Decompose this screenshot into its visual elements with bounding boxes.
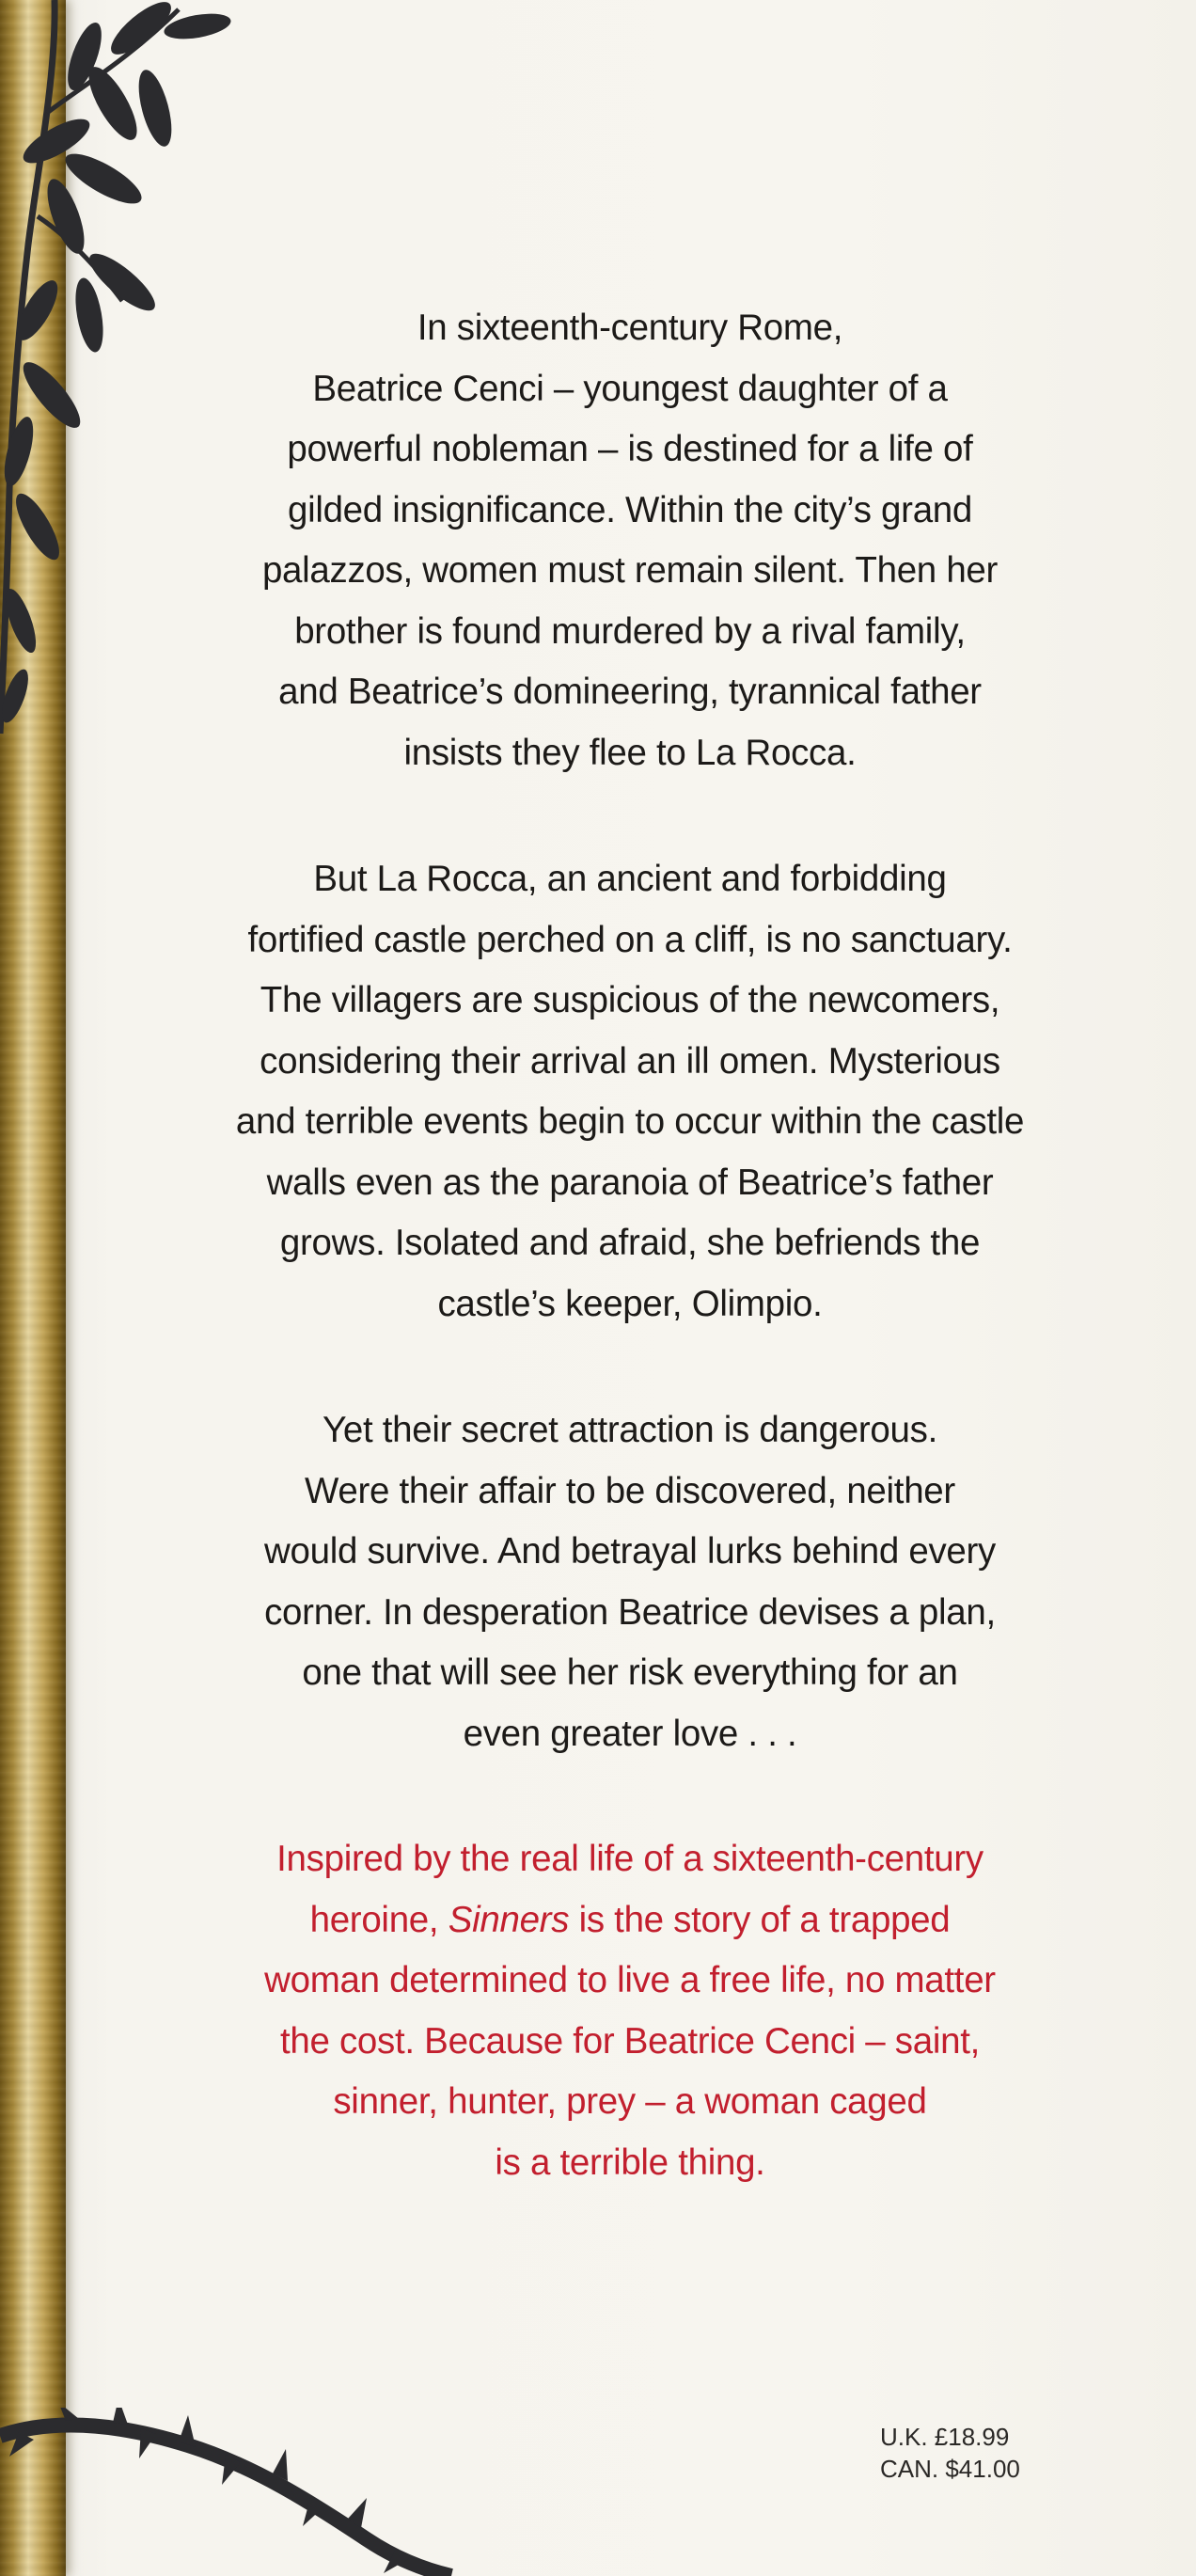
blurb-line: gilded insignificance. Within the city’s grand [287,489,973,530]
blurb-paragraph-1 [179,298,1081,783]
blurb-line: corner. In desperation Beatrice devises a plan, [264,1591,996,1633]
blurb-line: walls even as the paranoia of Beatrice’s father [266,1162,994,1203]
thorn-branch-icon [0,2408,489,2576]
book-title: Sinners [448,1899,570,1940]
blurb-line: considering their arrival an ill omen. Mysterious [260,1040,1000,1082]
blurb-paragraph-3 [179,1400,1081,1764]
blurb-line: Beatrice Cenci – youngest daughter of a [312,368,948,409]
blurb-line: insists they flee to La Rocca. [403,732,857,773]
tagline-line: woman determined to live a free life, no matter [264,1960,996,2000]
blurb-line: In sixteenth-century Rome, [417,308,843,348]
tagline-line: Inspired by the real life of a sixteenth-century [276,1839,984,1879]
blurb-line: brother is found murdered by a rival family, [294,610,966,652]
blurb-line: one that will see her risk everything for an [302,1652,958,1693]
tagline-line: sinner, hunter, prey – a woman caged [333,2081,927,2122]
blurb-paragraph-2 [179,849,1081,1335]
blurb-line: castle’s keeper, Olimpio. [437,1283,823,1324]
blurb-line: powerful nobleman – is destined for a life of [287,429,973,469]
tagline-line: the cost. Because for Beatrice Cenci – saint, [279,2020,981,2062]
price-block [880,2421,1020,2485]
blurb-line: even greater love . . . [463,1713,797,1754]
blurb-line: grows. Isolated and afraid, she befriends the [279,1223,981,1263]
price-uk: U.K. £18.99 [880,2423,1010,2451]
tagline-text: is the story of a trapped [569,1899,951,1940]
blurb-tagline [179,1829,1081,2193]
tagline-line: is a terrible thing. [495,2141,765,2183]
tagline-text: heroine, [309,1899,448,1940]
blurb-line: Yet their secret attraction is dangerous. [323,1410,937,1450]
blurb-line: Were their affair to be discovered, neither [305,1470,955,1511]
blurb-line: would survive. And betrayal lurks behind every [263,1531,996,1572]
tagline-line [179,1890,1081,1952]
blurb-line: But La Rocca, an ancient and forbidding [313,859,947,899]
blurb-line: palazzos, women must remain silent. Then her [261,550,999,591]
blurb-line: and terrible events begin to occur within the castle [235,1101,1025,1142]
blurb-line: and Beatrice’s domineering, tyrannical father [278,672,982,712]
price-can: CAN. $41.00 [880,2455,1020,2483]
blurb-line: fortified castle perched on a cliff, is no sanctuary. [247,919,1013,960]
blurb-line: The villagers are suspicious of the newcomers, [260,980,1000,1020]
